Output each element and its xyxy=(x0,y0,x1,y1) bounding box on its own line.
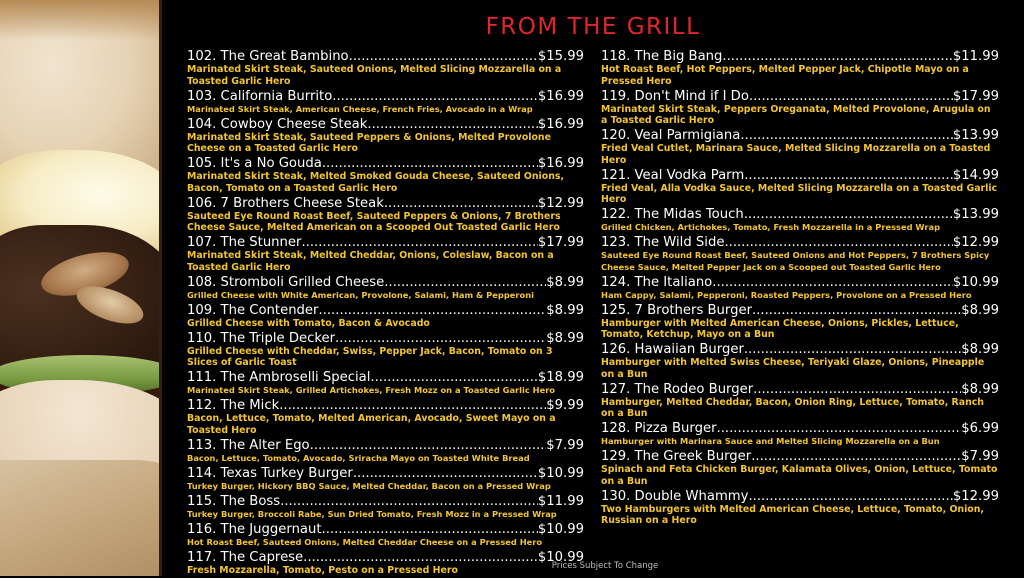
menu-item-description: Hamburger with Marinara Sauce and Melted Slicing Mozzarella on a Bun xyxy=(601,436,940,446)
menu-item-name: 128. Pizza Burger xyxy=(601,421,717,436)
menu-item-line xyxy=(187,398,584,413)
menu-item-price: $8.99 xyxy=(961,381,999,397)
menu-item-description: Hamburger with Melted American Cheese, Onions, Pickles, Lettuce, Tomato, Ketchup, Mayo on a Bun xyxy=(601,317,959,340)
menu-title: FROM THE GRILL xyxy=(485,14,701,40)
menu-item-description: Bacon, Lettuce, Tomato, Melted American, Avocado, Sweet Mayo on a Toasted Hero xyxy=(187,413,556,436)
dot-leader xyxy=(384,196,538,211)
menu-item-description: Fresh Mozzarella, Tomato, Pesto on a Pressed Hero xyxy=(187,564,458,576)
menu-item xyxy=(187,235,584,273)
menu-item-name: 103. California Burrito xyxy=(187,88,333,104)
dot-leader xyxy=(335,331,546,346)
menu-item-line xyxy=(601,235,999,250)
menu-item-name: 130. Double Whammy xyxy=(601,488,749,504)
dot-leader xyxy=(353,466,538,481)
menu-item-description: Turkey Burger, Hickory BBQ Sauce, Melted Cheddar, Bacon on a Pressed Wrap xyxy=(187,480,551,491)
menu-item-description: Marinated Skirt Steak, Melted Smoked Gouda Cheese, Sauteed Onions, Bacon, Tomato on a Toasted Garlic Hero xyxy=(187,171,565,194)
menu-item-name: 118. The Big Bang xyxy=(601,49,723,64)
menu-item-description: Hamburger with Melted Swiss Cheese, Teriyaki Glaze, Onions, Pineapple on a Bun xyxy=(601,357,985,380)
menu-item xyxy=(187,438,584,465)
menu-item-line xyxy=(187,303,584,318)
dot-leader xyxy=(332,89,538,104)
dot-leader xyxy=(318,303,546,318)
menu-item-line xyxy=(601,207,999,222)
menu-item-price: $11.99 xyxy=(537,493,584,509)
menu-item-name: 115. The Boss xyxy=(187,493,281,509)
menu-item-line xyxy=(187,466,584,481)
menu-item-price: $8.99 xyxy=(546,330,584,346)
menu-item-line xyxy=(601,49,999,64)
menu-item-line xyxy=(601,382,999,397)
menu-item-line xyxy=(601,168,999,183)
menu-item-price: $16.99 xyxy=(537,116,584,132)
menu-item-line xyxy=(187,370,584,385)
dot-leader xyxy=(722,49,952,64)
menu-item xyxy=(601,421,999,448)
menu-item-price: $17.99 xyxy=(537,235,584,250)
menu-item-name: 109. The Contender xyxy=(187,302,319,318)
menu-item-line xyxy=(187,156,584,171)
menu-item-price: $14.99 xyxy=(952,167,999,183)
menu-item xyxy=(187,89,584,116)
menu-item-name: 117. The Caprese xyxy=(187,549,304,565)
prices-note: Prices Subject To Change xyxy=(551,561,659,571)
menu-item xyxy=(187,331,584,369)
menu-item xyxy=(601,342,999,380)
menu-item xyxy=(601,168,999,206)
menu-item-price: $8.99 xyxy=(961,302,999,318)
menu-item-name: 107. The Stunner xyxy=(187,235,302,250)
dot-leader xyxy=(724,235,952,250)
dot-leader xyxy=(744,168,953,183)
dot-leader xyxy=(744,342,961,357)
menu-item-line xyxy=(187,196,584,211)
menu-item-description: Marinated Skirt Steak, Sauteed Onions, Melted Slicing Mozzarella on a Toasted Garlic Hero xyxy=(187,64,562,87)
menu-item-name: 123. The Wild Side xyxy=(601,235,725,250)
menu-item xyxy=(601,89,999,127)
dot-leader xyxy=(303,550,538,565)
menu-item xyxy=(187,49,584,87)
menu-item-price: $12.99 xyxy=(537,195,584,211)
menu-item-name: 112. The Mick xyxy=(187,398,280,413)
menu-item-price: $16.99 xyxy=(537,88,584,104)
menu-item-price: $11.99 xyxy=(952,49,999,64)
menu-item xyxy=(187,370,584,397)
menu-item-price: $8.99 xyxy=(546,302,584,318)
menu-item-name: 105. It's a No Gouda xyxy=(187,156,322,171)
menu-item xyxy=(601,489,999,527)
menu-item-line xyxy=(187,494,584,509)
menu-item-price: $17.99 xyxy=(952,88,999,104)
dot-leader xyxy=(752,303,961,318)
menu-item-price: $12.99 xyxy=(952,235,999,250)
dot-leader xyxy=(370,370,537,385)
menu-item-description: Grilled Cheese with Cheddar, Swiss, Pepper Jack, Bacon, Tomato on 3 Slices of Garlic Toast xyxy=(187,345,553,368)
sandwich-photo xyxy=(0,0,162,576)
menu-item-name: 106. 7 Brothers Cheese Steak xyxy=(187,195,384,211)
menu-item-description: Fried Veal, Alla Vodka Sauce, Melted Slicing Mozzarella on a Toasted Garlic Hero xyxy=(601,182,998,205)
menu-item-description: Sauteed Eye Round Roast Beef, Sauteed Peppers & Onions, 7 Brothers Cheese Sauce, Melted American on a Scooped Out Toasted Garlic Hero xyxy=(187,210,561,233)
menu-item-description: Hot Roast Beef, Hot Peppers, Melted Pepper Jack, Chipotle Mayo on a Pressed Hero xyxy=(601,64,969,87)
menu-item-line xyxy=(187,49,584,64)
menu-item-price: $8.99 xyxy=(546,274,584,290)
menu-item-name: 120. Veal Parmigiana xyxy=(601,128,741,143)
menu-item-line xyxy=(187,550,584,565)
menu-item-name: 126. Hawaiian Burger xyxy=(601,342,744,357)
menu-item-description: Two Hamburgers with Melted American Cheese, Lettuce, Tomato, Onion, Russian on a Hero xyxy=(601,503,984,526)
dot-leader xyxy=(744,207,953,222)
dot-leader xyxy=(322,156,538,171)
dot-leader xyxy=(753,382,961,397)
menu-item-description: Hot Roast Beef, Sauteed Onions, Melted Cheddar Cheese on a Pressed Hero xyxy=(187,536,543,547)
dot-leader xyxy=(740,128,953,143)
menu-item xyxy=(187,275,584,302)
menu-item xyxy=(187,398,584,436)
dot-leader xyxy=(310,438,547,453)
menu-item-line xyxy=(601,489,999,504)
menu-item xyxy=(601,303,999,341)
dot-leader xyxy=(751,449,961,464)
menu-item-name: 108. Stromboli Grilled Cheese xyxy=(187,274,385,290)
menu-item-line xyxy=(601,421,999,436)
menu-item xyxy=(187,466,584,493)
menu-item-price: $10.99 xyxy=(537,465,584,481)
menu-item-description: Grilled Chicken, Artichokes, Tomato, Fresh Mozzarella in a Pressed Wrap xyxy=(601,222,941,232)
menu-item-description: Grilled Cheese with Tomato, Bacon & Avocado xyxy=(187,317,430,329)
menu-item-line xyxy=(187,331,584,346)
dot-leader xyxy=(279,398,546,413)
menu-item-line xyxy=(601,275,999,290)
menu-item-price: $9.99 xyxy=(546,398,584,413)
menu-item-price: $18.99 xyxy=(537,370,584,385)
menu-item xyxy=(187,522,584,549)
menu-item xyxy=(187,156,584,194)
menu-item-description: Bacon, Lettuce, Tomato, Avocado, Sriracha Mayo on Toasted White Bread xyxy=(187,452,530,463)
menu-item-name: 111. The Ambroselli Special xyxy=(187,370,371,385)
menu-item-description: Ham Cappy, Salami, Pepperoni, Roasted Peppers, Provolone on a Pressed Hero xyxy=(601,289,972,300)
menu-item-description: Spinach and Feta Chicken Burger, Kalamata Olives, Onion, Lettuce, Tomato on a Bun xyxy=(601,464,998,487)
menu-item-price: $10.99 xyxy=(952,274,999,290)
menu-item-price: $15.99 xyxy=(537,49,584,64)
menu-item-line xyxy=(601,303,999,318)
menu-item-line xyxy=(601,342,999,357)
menu-item-name: 122. The Midas Touch xyxy=(601,207,744,222)
dot-leader xyxy=(748,489,952,504)
menu-item-description: Sauteed Eye Round Roast Beef, Sauteed Onions and Hot Peppers, 7 Brothers Spicy Cheese Sauce, Melted Pepper Jack on a Scooped out Toasted Garlic Hero xyxy=(601,250,990,272)
menu-item-description: Marinated Skirt Steak, Peppers Oreganata, Melted Provolone, Arugula on a Toasted Garlic Hero xyxy=(601,103,991,126)
menu-item-name: 127. The Rodeo Burger xyxy=(601,381,754,397)
dot-leader xyxy=(717,421,962,436)
menu-item-name: 125. 7 Brothers Burger xyxy=(601,302,753,318)
dot-leader xyxy=(384,275,546,290)
dot-leader xyxy=(301,235,537,250)
menu-item xyxy=(187,117,584,155)
menu-item xyxy=(601,449,999,487)
menu-item-description: Turkey Burger, Broccoli Rabe, Sun Dried Tomato, Fresh Mozz in a Pressed Wrap xyxy=(187,508,557,519)
menu-item-price: $16.99 xyxy=(537,156,584,171)
menu-item-description: Marinated Skirt Steak, Sauteed Peppers & Onions, Melted Provolone Cheese on a Toasted Garlic Hero xyxy=(187,131,551,154)
menu-item-line xyxy=(601,449,999,464)
menu-item xyxy=(601,275,999,302)
menu-item-line xyxy=(187,117,584,132)
menu-item xyxy=(601,382,999,420)
menu-item-price: $13.99 xyxy=(952,128,999,143)
dot-leader xyxy=(712,275,953,290)
menu-item-name: 129. The Greek Burger xyxy=(601,449,752,464)
menu-item-name: 124. The Italiano xyxy=(601,274,713,290)
menu-item-name: 104. Cowboy Cheese Steak xyxy=(187,116,368,132)
menu-item-price: $7.99 xyxy=(961,449,999,464)
dot-leader xyxy=(349,49,538,64)
menu-item-line xyxy=(187,438,584,453)
menu-item xyxy=(187,303,584,330)
menu-item-name: 116. The Juggernaut xyxy=(187,521,322,537)
menu-item-line xyxy=(187,235,584,250)
menu-item-price: $7.99 xyxy=(546,437,584,453)
dot-leader xyxy=(280,494,538,509)
menu-item-name: 113. The Alter Ego xyxy=(187,437,310,453)
menu-item-description: Fried Veal Cutlet, Marinara Sauce, Melted Slicing Mozzarella on a Toasted Hero xyxy=(601,143,991,166)
menu-item-description: Hamburger, Melted Cheddar, Bacon, Onion Ring, Lettuce, Tomato, Ranch on a Bun xyxy=(601,396,984,419)
menu-item xyxy=(187,494,584,521)
menu-item-name: 114. Texas Turkey Burger xyxy=(187,465,353,481)
menu-item-price: $13.99 xyxy=(952,207,999,222)
menu-item xyxy=(187,196,584,234)
menu-item-name: 110. The Triple Decker xyxy=(187,330,336,346)
menu-item-price: $6.99 xyxy=(961,421,999,436)
menu-item-description: Marinated Skirt Steak, American Cheese, French Fries, Avocado in a Wrap xyxy=(187,103,533,114)
menu-item-price: $10.99 xyxy=(537,549,584,565)
menu-item xyxy=(601,49,999,87)
menu-item-name: 121. Veal Vodka Parm xyxy=(601,167,745,183)
menu-item xyxy=(601,128,999,166)
menu-item-name: 119. Don't Mind if I Do xyxy=(601,88,749,104)
menu-item-line xyxy=(187,89,584,104)
menu-item-name: 102. The Great Bambino xyxy=(187,49,349,64)
menu-item-description: Marinated Skirt Steak, Melted Cheddar, Onions, Coleslaw, Bacon on a Toasted Garlic Hero xyxy=(187,250,554,273)
menu-item xyxy=(601,235,999,273)
menu-item-description: Marinated Skirt Steak, Grilled Artichokes, Fresh Mozz on a Toasted Garlic Hero xyxy=(187,385,556,395)
menu-item-line xyxy=(601,89,999,104)
menu-column-left xyxy=(187,49,584,578)
menu-item-price: $8.99 xyxy=(961,342,999,357)
menu-item-line xyxy=(601,128,999,143)
menu-item-price: $12.99 xyxy=(952,488,999,504)
dot-leader xyxy=(367,117,537,132)
menu-column-right xyxy=(601,49,999,528)
menu-item xyxy=(187,550,584,577)
menu-item-price: $10.99 xyxy=(537,521,584,537)
menu-item-line xyxy=(187,522,584,537)
menu-item-line xyxy=(187,275,584,290)
dot-leader xyxy=(749,89,953,104)
menu-item xyxy=(601,207,999,234)
dot-leader xyxy=(322,522,538,537)
menu-item-description: Grilled Cheese with White American, Provolone, Salami, Ham & Pepperoni xyxy=(187,289,534,300)
